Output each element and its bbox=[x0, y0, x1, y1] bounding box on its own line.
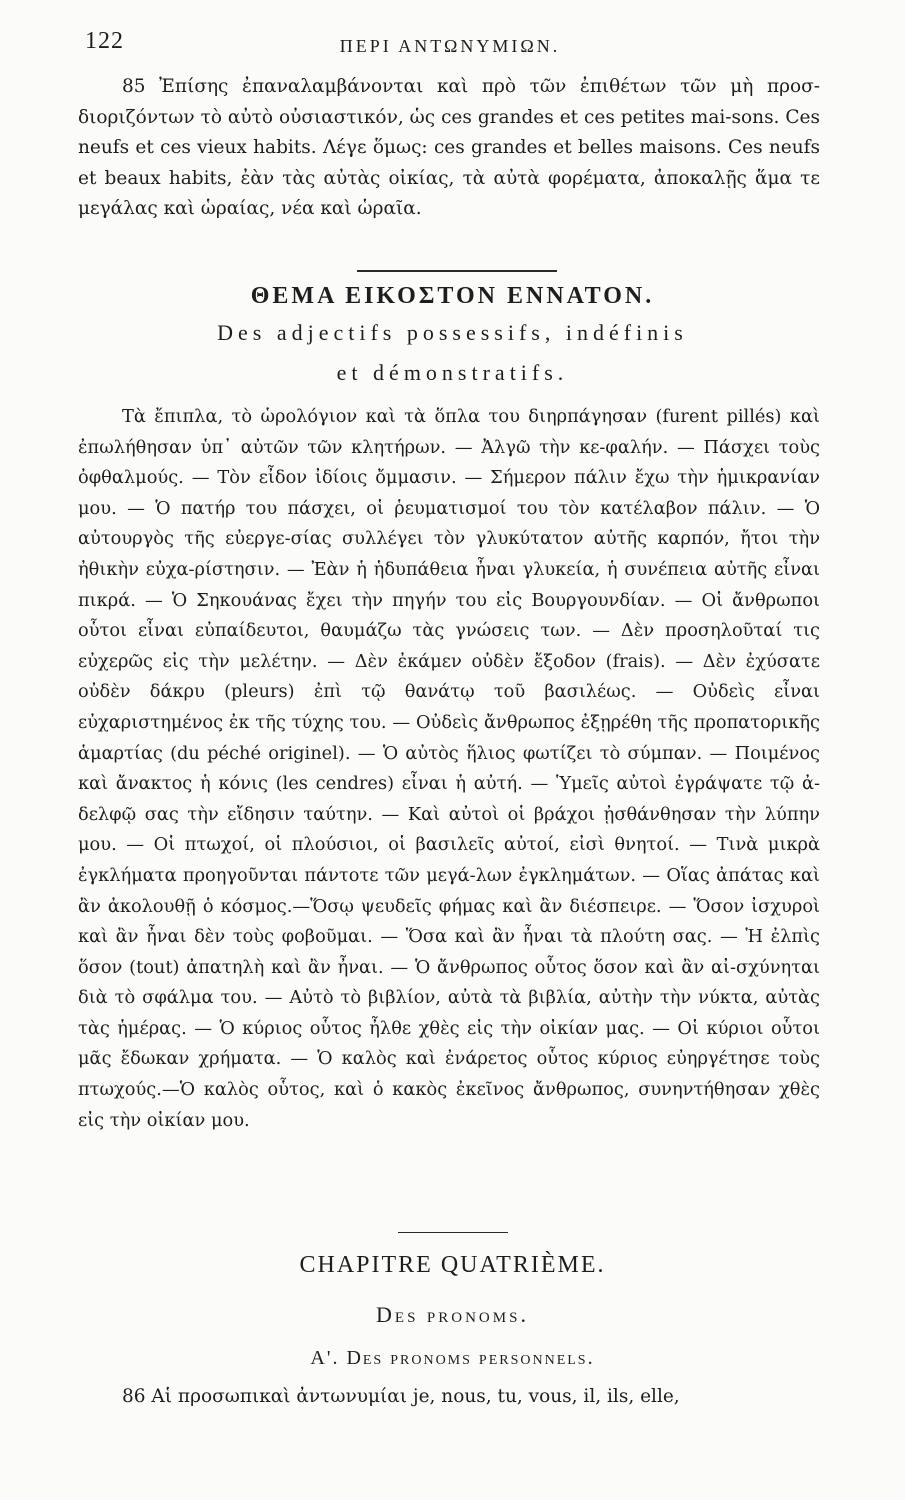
paragraph-85: 85 Ἐπίσης ἐπαναλαμβάνονται καὶ πρὸ τῶν ἐπιθέτων τῶν μὴ προσ-διοριζόντων τὸ αὐτὸ οὐσιαστικόν, ὡς ces grandes et ces petites mai-sons. Ces neufs et ces vieux habits. Λέγε ὅμως: ces grandes et belles maisons. Ces neufs et beaux habits, ἐὰν τὰς αὐτὰς οἰκίας, τὰ αὐτὰ φορέματα, ἀποκαλῇς ἅμα τε μεγάλας καὶ ὡραίας, νέα καὶ ὡραῖα. bbox=[78, 76, 820, 220]
running-head-title: ΠΕΡΙ ΑΝΤΩΝΥΜΙΩΝ. bbox=[339, 36, 561, 56]
exercise-text: Τὰ ἔπιπλα, τὸ ὡρολόγιον καὶ τὰ ὅπλα του διηρπάγησαν (furent pillés) καὶ ἐπωλήθησαν ὑπ᾽ αὐτῶν τῶν κλητήρων. — Ἀλγῶ τὴν κε-φαλήν. — Πάσχει τοὺς ὀφθαλμούς. — Τὸν εἶδον ἰδίοις ὄμμασιν. — Σήμερον πάλιν ἔχω τὴν ἡμικρανίαν μου. — Ὁ πατήρ του πάσχει, οἱ ῥευματισμοί του τὸν κατέλαβον πάλιν. — Ὁ αὐτουργὸς τῆς εὐεργε-σίας συλλέγει τὸν γλυκύτατον αὐτῆς καρπόν, ἤτοι τὴν ἠθικὴν εὐχα-ρίστησιν. — Ἐὰν ἡ ἡδυπάθεια ἦναι γλυκεία, ἡ συνέπεια αὐτῆς εἶναι πικρά. — Ὁ Σηκουάνας ἔχει τὴν πηγήν του εἰς Βουργουνδίαν. — Οἱ ἄνθρωποι οὗτοι εἶναι εὐπαίδευτοι, θαυμάζω τὰς γνώσεις των. — Δὲν προσηλοῦταί τις εὐχερῶς εἰς τὴν μελέτην. — Δὲν ἐκάμεν οὐδὲν ἔξοδον (frais). — Δὲν ἐχύσατε οὐδὲν δάκρυ (pleurs) ἐπὶ τῷ θανάτῳ τοῦ βασιλέως. — Οὐδεὶς εἶναι εὐχαριστημένος ἐκ τῆς τύχης του. — Οὐδεὶς ἄνθρωπος ἐξῃρέθη τῆς προπατορικῆς ἁμαρτίας (du péché originel). — Ὁ αὐτὸς ἥλιος φωτίζει τὸ σύμπαν. — Ποιμένος καὶ ἄνακτος ἡ κόνις (les cendres) εἶναι ἡ αὐτή. — Ὑμεῖς αὐτοὶ ἐγράψατε τῷ ἀ-δελφῷ σας τὴν εἴδησιν ταύτην. — Καὶ αὐτοὶ οἱ βράχοι ᾐσθάνθησαν τὴν λύπην μου. — Οἱ πτωχοί, οἱ πλούσιοι, οἱ βασιλεῖς αὐτοί, εἰσὶ θνητοί. — Τινὰ μικρὰ ἐγκλήματα προηγοῦνται πάντοτε τῶν μεγά-λων ἐγκλημάτων. — Οἵας ἀπάτας καὶ ἂν ἀκολουθῇ ὁ κόσμος.—Ὅσῳ ψευδεῖς φήμας καὶ ἂν διέσπειρε. — Ὅσον ἰσχυροὶ καὶ ἂν ἦναι δὲν τοὺς φοβοῦμαι. — Ὅσα καὶ ἂν ἦναι τὰ πλούτη σας. — Ἡ ἐλπὶς ὅσον (tout) ἀπατηλὴ καὶ ἂν ἦναι. — Ὁ ἄνθρωπος οὗτος ὅσον καὶ ἂν αἰ-σχύνηται διὰ τὸ σφάλμα του. — Αὐτὸ τὸ βιβλίον, αὐτὰ τὰ βιβλία, αὐτὴν τὴν νύκτα, αὐτὰς τὰς ἡμέρας. — Ὁ κύριος οὗτος ἦλθε χθὲς εἰς τὴν οἰκίαν μας. — Οἱ κύριοι οὗτοι μᾶς ἔδωκαν χρήματα. — Ὁ καλὸς καὶ ἐνάρετος οὗτος κύριος εὐηργέτησε τοὺς πτωχούς.—Ὁ καλὸς οὗτος, καὶ ὁ κακὸς ἐκεῖνος ἄνθρωπος, συνηντήθησαν χθὲς εἰς τὴν οἰκίαν μου. bbox=[78, 406, 820, 1131]
running-head bbox=[85, 28, 815, 64]
chapter-title: CHAPITRE QUATRIÈME. bbox=[299, 1252, 606, 1278]
section-title: Des pronoms. bbox=[376, 1302, 529, 1327]
exercise-title: ΘΕΜΑ ΕΙΚΟΣΤΟΝ ΕΝΝΑΤΟΝ. bbox=[250, 283, 655, 309]
exercise-subtitle-line-2: et démonstratifs. bbox=[336, 360, 569, 385]
exercise-subtitle-line-1: Des adjectifs possessifs, indéfinis bbox=[217, 320, 688, 345]
section-divider bbox=[357, 270, 557, 272]
paragraph-86: 86 Αἱ προσωπικαὶ ἀντωνυμίαι je, nous, tu, vous, il, ils, elle, bbox=[122, 1386, 680, 1407]
page-number: 122 bbox=[85, 28, 124, 54]
chapter-divider bbox=[398, 1232, 508, 1233]
subsection-title: A'. Des pronoms personnels. bbox=[310, 1347, 595, 1369]
